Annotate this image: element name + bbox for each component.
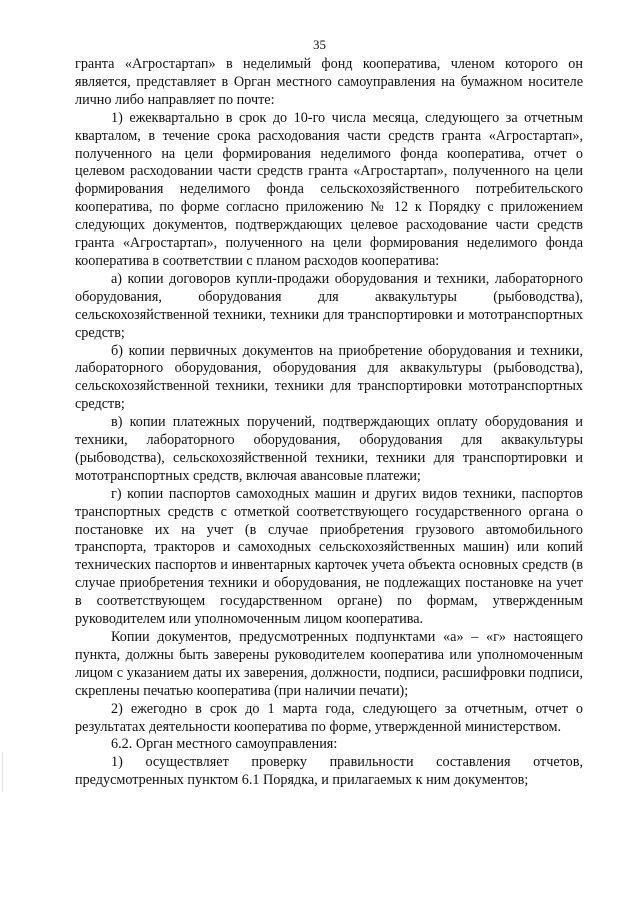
paragraph-item-1-quarterly-report: 1) ежеквартально в срок до 10-го числа месяца, следующего за отчетным кварталом, в течение срока расходования части средств гранта «Агростартап», полученного на цели формирования неделимого фонда кооператива, отчет о целевом расходовании части средств гранта «Агростартап», полученного на цели формирования неделимого фонда сельскохозяйственного потребительского кооператива, по форме согласно приложению № 12 к Порядку с приложением следующих документов, подтверждающих целевое расходование части средств гранта «Агростартап», полученного на цели формирования неделимого фонда кооператива в соответствии с планом расходов кооператива: [75,109,583,269]
document-body [75,56,583,790]
paragraph-subitem-a: а) копии договоров купли-продажи оборудования и техники, лабораторного оборудования, оборудования для аквакультуры (рыбоводства), сельскохозяйственной техники, техники для транспортировки и мототранспортных средств; [75,270,583,341]
page-number: 35 [313,37,326,52]
paragraph-subitem-v: в) копии платежных поручений, подтверждающих оплату оборудования и техники, лабораторного оборудования, оборудования для аквакультуры (рыбоводства), сельскохозяйственной техники, техники для транспортировки и мототранспортных средств, включая авансовые платежи; [75,414,583,484]
paragraph-subitem-b: б) копии первичных документов на приобретение оборудования и техники, лабораторного оборудования, оборудования для аквакультуры (рыбоводства), сельскохозяйственной техники, техники для транспортировки мототранспортных средств; [75,342,583,413]
paragraph-copies-certification: Копии документов, предусмотренных подпунктами «а» – «г» настоящего пункта, должны быть заверены руководителем кооператива или уполномоченным лицом с указанием даты их заверения, должности, подписи, расшифровки подписи, скреплены печатью кооператива (при наличии печати); [75,629,583,699]
paragraph-item-2-annual-report: 2) ежегодно в срок до 1 марта года, следующего за отчетным, отчет о результатах деятельности кооператива по форме, утвержденной министерством. [75,700,583,735]
paragraph-subitem-g: г) копии паспортов самоходных машин и других видов техники, паспортов транспортных средств с отметкой соответствующего государственного органа о постановке их на учет (в случае приобретения грузового автомобильного транспорта, тракторов и самоходных сельскохозяйственных машин) или копий технических паспортов и инвентарных карточек учета объекта основных средств (в случае приобретения техники и оборудования, не подлежащих постановке на учет в соответствующем государственном органе) по формам, утвержденным руководителем или уполномоченным лицом кооператива. [75,485,583,628]
paragraph-continuation: гранта «Агростартап» в неделимый фонд кооператива, членом которого он является, представляет в Орган местного самоуправления на бумажном носителе лично либо направляет по почте: [75,56,583,108]
section-heading-6-2: 6.2. Орган местного самоуправления: [111,736,338,753]
paragraph-6-2-item-1: 1) осуществляет проверку правильности составления отчетов, предусмотренных пунктом 6.1 Порядка, и прилагаемых к ним документов; [75,754,583,789]
scan-edge-mark [2,752,3,792]
